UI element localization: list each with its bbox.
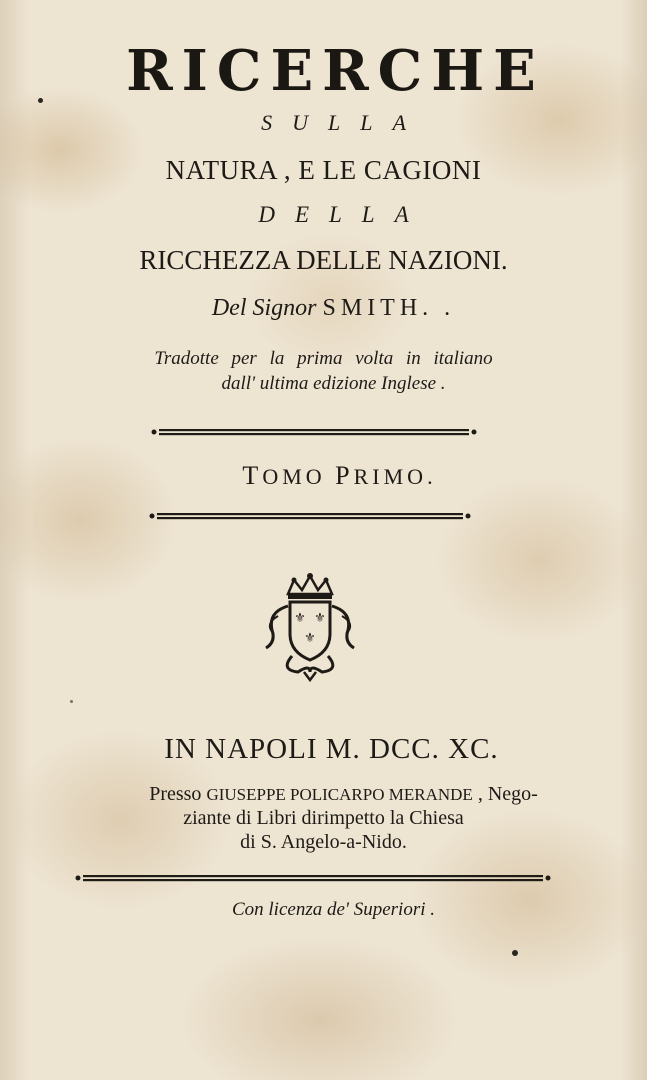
translation-note-line-2: dall' ultima edizione Inglese . (221, 373, 446, 394)
translation-note-line-1: Tradotte per la prima volta in italiano (154, 348, 493, 369)
ornamental-rule-top (150, 426, 478, 438)
subtitle-line-1: NATURA , E LE CAGIONI (165, 155, 482, 185)
imprint-line-1 (0, 783, 647, 806)
volume-label-initial: T (242, 461, 263, 490)
licence-line: Con licenza de' Superiori . (231, 899, 436, 920)
volume-number-word: RIMO. (353, 464, 437, 489)
imprint-city-date: IN NAPOLI M. DCC. XC. (164, 733, 499, 765)
volume-label-word: OMO (262, 464, 326, 489)
svg-text:⚜: ⚜ (314, 611, 326, 626)
imprint-line-1-end: , Nego- (477, 783, 538, 805)
imprint-line-3: di S. Angelo-a-Nido. (240, 831, 407, 853)
imprint-line-2: ziante di Libri dirimpetto la Chiesa (183, 807, 464, 829)
title-connector-della: DELLA (258, 202, 429, 227)
author-name: SMITH. . (322, 295, 456, 321)
volume-label (0, 461, 647, 491)
volume-number-initial: P (335, 461, 354, 490)
bourbon-coat-of-arms-icon (258, 572, 362, 682)
svg-text:⚜: ⚜ (304, 631, 316, 646)
ink-spot (70, 700, 73, 703)
author-prefix: Del Signor (211, 295, 317, 321)
subtitle-line-2: RICCHEZZA DELLE NAZIONI. (139, 245, 508, 275)
book-title: RICERCHE (126, 38, 545, 104)
ornamental-rule-bottom (74, 872, 552, 884)
imprint-presso: Presso (149, 783, 202, 805)
publisher-name: GIUSEPPE POLICARPO MERANDE (206, 785, 473, 804)
svg-text:⚜: ⚜ (294, 611, 306, 626)
author-line (0, 295, 647, 322)
ornamental-rule-middle (148, 510, 472, 522)
ink-spot (512, 950, 518, 956)
title-connector-sulla: SULLA (261, 110, 426, 135)
ink-spot (38, 98, 43, 103)
